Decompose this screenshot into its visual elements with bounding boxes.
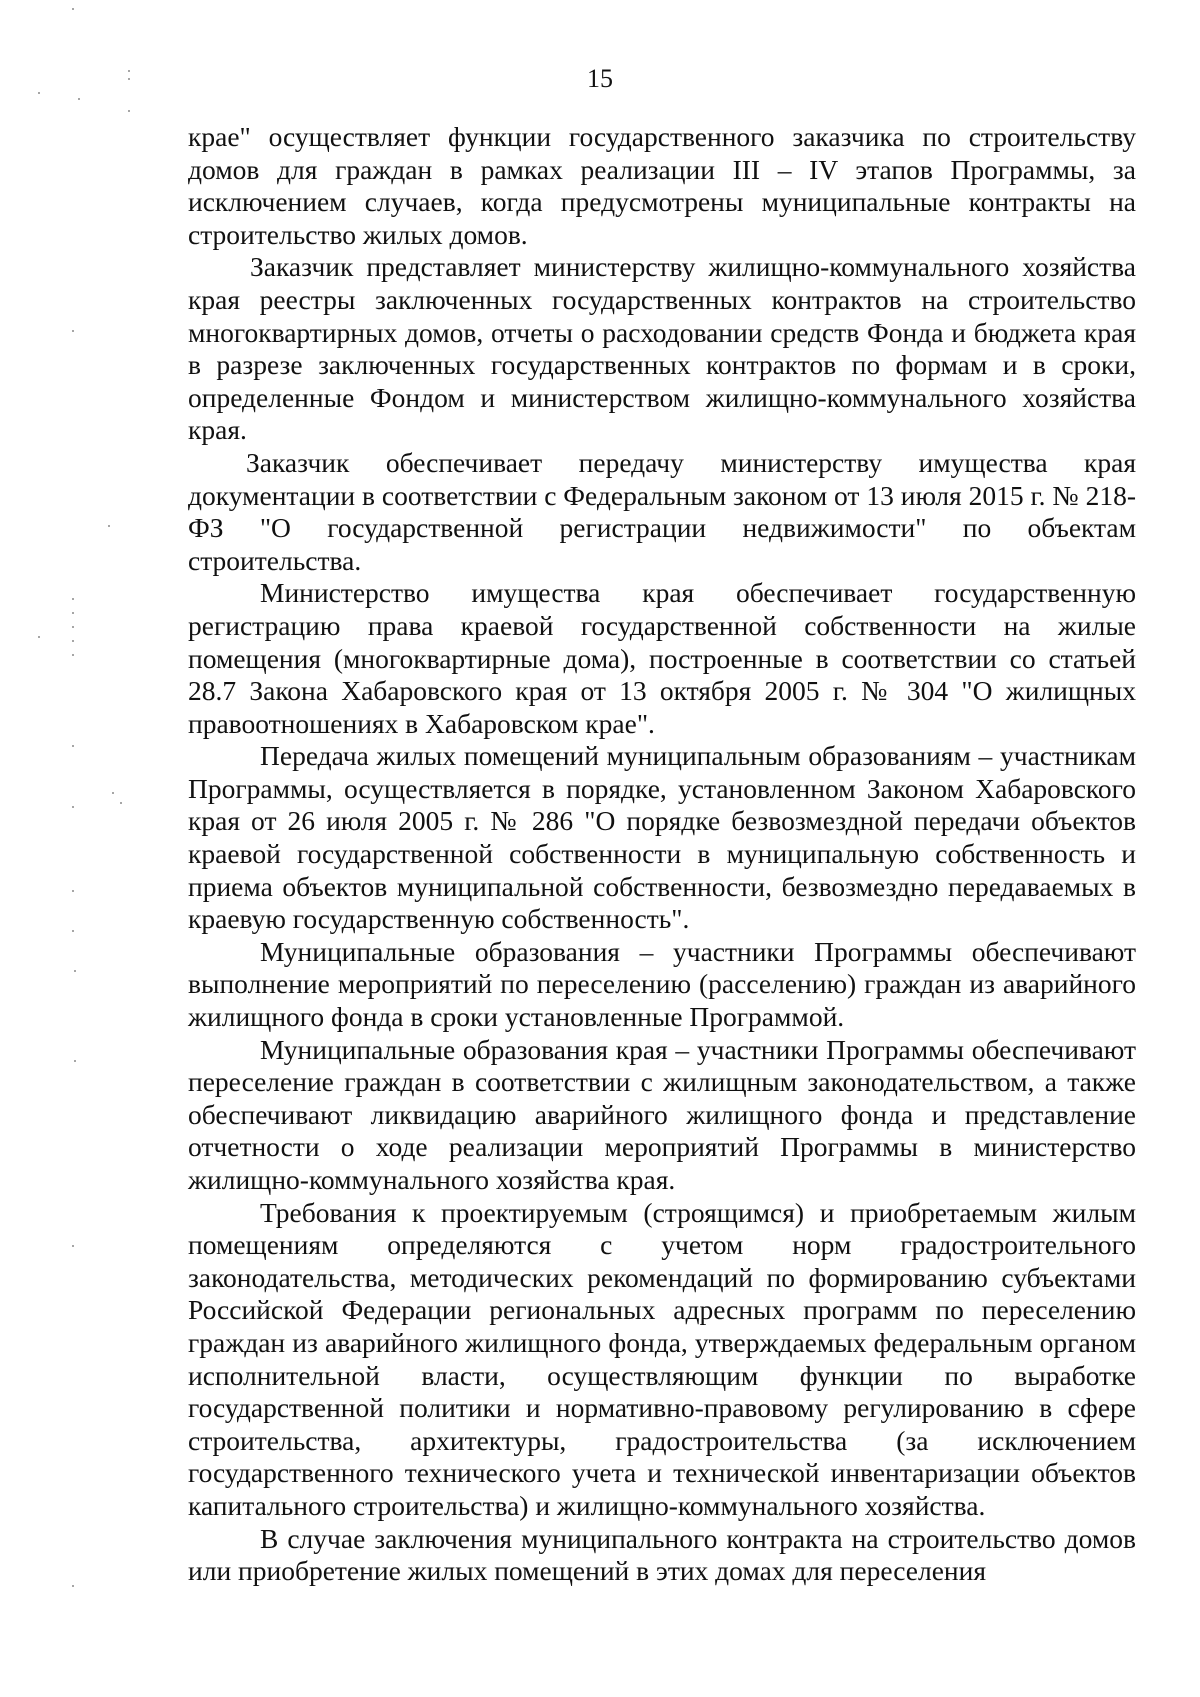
paragraph-7: Муниципальные образования края – участники Программы обеспечивают переселение граждан в соответствии с жилищным законодательством, а также обеспечивают ликвидацию аварийного жилищного фонда и представление отчетности о ходе реализации мероприятий Программы в министерство жилищно-коммунального хозяйства края.: [188, 1033, 1136, 1195]
paragraph-2: Заказчик представляет министерству жилищно-коммунального хозяйства края реестры заключенных государственных контрактов на строительство многоквартирных домов, отчеты о расходовании средств Фонда и бюджета края в разрезе заключенных государственных контрактов по формам и в сроки, определенные Фондом и министерством жилищно-коммунального хозяйства края.: [188, 251, 1136, 446]
paragraph-6: Муниципальные образования – участники Программы обеспечивают выполнение мероприятий по переселению (расселению) граждан из аварийного жилищного фонда в сроки установленные Программой.: [188, 935, 1136, 1033]
page-number: 15: [587, 64, 613, 93]
paragraph-4: Министерство имущества края обеспечивает государственную регистрацию права краевой государственной собственности на жилые помещения (многоквартирные дома), построенные в соответствии со статьей 28.7 Закона Хабаровского края от 13 октября 2005 г. № 304 "О жилищных правоотношениях в Хабаровском крае".: [188, 577, 1136, 739]
paragraph-1: крае" осуществляет функции государственного заказчика по строительству домов для граждан в рамках реализации III – IV этапов Программы, за исключением случаев, когда предусмотрены муниципальные контракты на строительство жилых домов.: [188, 121, 1136, 250]
document-body: [188, 121, 1136, 1588]
paragraph-3: Заказчик обеспечивает передачу министерству имущества края документации в соответствии с Федеральным законом от 13 июля 2015 г. № 218-ФЗ "О государственной регистрации недвижимости" по объектам строительства.: [188, 446, 1136, 576]
paragraph-9: В случае заключения муниципального контракта на строительство домов или приобретение жилых помещений в этих домах для переселения: [188, 1522, 1136, 1587]
paragraph-5: Передача жилых помещений муниципальным образованиям – участникам Программы, осуществляется в порядке, установленном Законом Хабаровского края от 26 июля 2005 г. № 286 "О порядке безвозмездной передачи объектов краевой государственной собственности в муниципальную собственность и приема объектов муниципальной собственности, безвозмездно передаваемых в краевую государственную собственность".: [188, 740, 1136, 935]
scan-margin-marks: [0, 0, 140, 1697]
paragraph-8: Требования к проектируемым (строящимся) и приобретаемым жилым помещениям определяются с учетом норм градостроительного законодательства, методических рекомендаций по формированию субъектами Российской Федерации региональных адресных программ по переселению граждан из аварийного жилищного фонда, утверждаемых федеральным органом исполнительной власти, осуществляющим функции по выработке государственной политики и нормативно-правовому регулированию в сфере строительства, архитектуры, градостроительства (за исключением государственного технического учета и технической инвентаризации объектов капитального строительства) и жилищно-коммунального хозяйства.: [188, 1196, 1136, 1521]
